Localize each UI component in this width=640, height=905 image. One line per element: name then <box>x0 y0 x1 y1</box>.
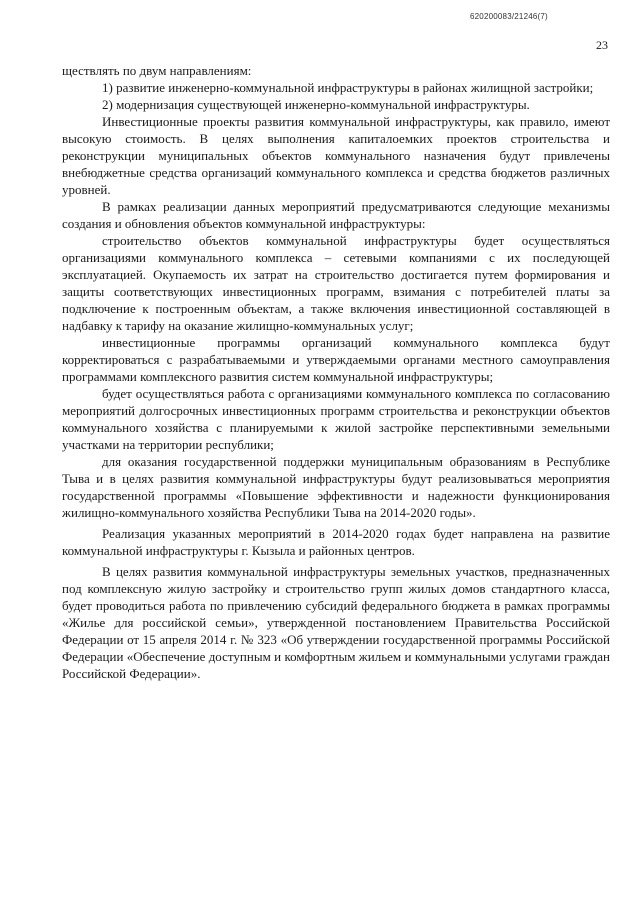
paragraph-state-support: для оказания государственной поддержки муниципальным образованиям в Республике Тыва и в целях развития коммунальной инфраструктуры будут реализовываться мероприятия государственной программы «Повышение эффективности и надежности функционирования жилищно-коммунального хозяйства Республики Тыва на 2014-2020 годы». <box>62 454 610 520</box>
document-body <box>62 62 610 682</box>
paragraph-mechanisms-intro: В рамках реализации данных мероприятий предусматриваются следующие механизмы создания и обновления объектов коммунальной инфраструктуры: <box>62 199 610 231</box>
list-item-2: 2) модернизация существующей инженерно-коммунальной инфраструктуры. <box>102 97 530 112</box>
paragraph-construction: строительство объектов коммунальной инфраструктуры будет осуществляться организациями коммунального комплекса – сетевыми компаниями с их последующей эксплуатацией. Окупаемость их затрат на строительство достигается путем формирования и защиты соответствующих инвестиционных программ, взимания с потребителей платы за подключение к построенным объектам, а также включения инвестиционной составляющей в надбавку к тарифу на оказание жилищно-коммунальных услуг; <box>62 233 610 333</box>
document-code: 620200083/21246(7) <box>470 12 548 21</box>
paragraph-implementation: Реализация указанных мероприятий в 2014-2020 годах будет направлена на развитие коммунальной инфраструктуры г. Кызыла и районных центров. <box>62 526 610 558</box>
paragraph-subsidies: В целях развития коммунальной инфраструктуры земельных участков, предназначенных под комплексную жилую застройку и строительство групп жилых домов стандартного класса, будет проводиться работа по привлечению субсидий федерального бюджета в рамках программы «Жилье для российской семьи», утвержденной постановлением Правительства Российской Федерации от 15 апреля 2014 г. № 323 «Об утверждении государственной программы Российской Федерации «Обеспечение доступным и комфортным жильем и коммунальными услугами граждан Российской Федерации». <box>62 564 610 681</box>
paragraph-continuation: ществлять по двум направлениям: <box>62 63 252 78</box>
paragraph-investment-projects: Инвестиционные проекты развития коммунальной инфраструктуры, как правило, имеют высокую стоимость. В целях выполнения капиталоемких проектов строительства и реконструкции муниципальных объектов коммунального назначения будут привлечены внебюджетные средства организаций коммунального комплекса и средства бюджетов различных уровней. <box>62 114 610 197</box>
list-item-1: 1) развитие инженерно-коммунальной инфраструктуры в районах жилищной застройки; <box>102 80 594 95</box>
paragraph-coordination: будет осуществляться работа с организациями коммунального комплекса по согласованию мероприятий долгосрочных инвестиционных программ строительства и реконструкции объектов коммунального хозяйства с планируемыми к жилой застройке перспективными земельными участками на территории республики; <box>62 386 610 452</box>
paragraph-investment-programs: инвестиционные программы организаций коммунального комплекса будут корректироваться с разрабатываемыми и утверждаемыми органами местного самоуправления программами комплексного развития систем коммунальной инфраструктуры; <box>62 335 610 384</box>
page-number: 23 <box>596 38 608 52</box>
